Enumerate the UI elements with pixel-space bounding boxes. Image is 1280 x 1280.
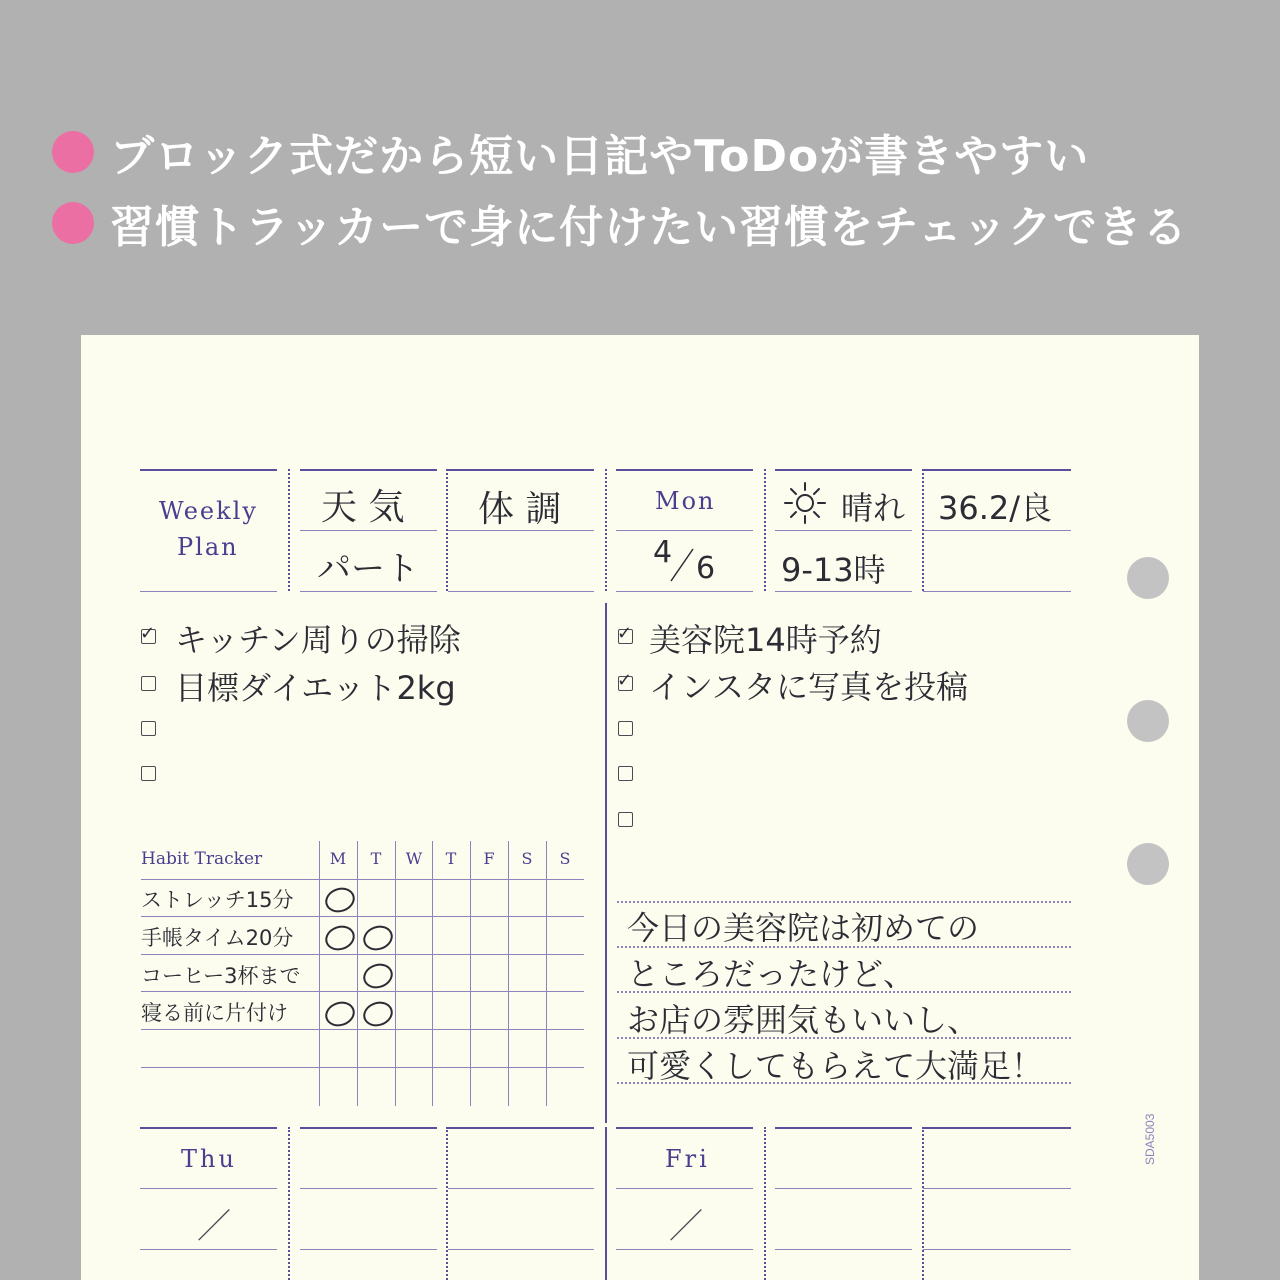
temperature-text: 36.2/良: [938, 489, 1053, 527]
bullet-dot: [52, 131, 94, 173]
habit-tracker-title: Habit Tracker: [141, 849, 263, 869]
tracker-day: S: [521, 849, 533, 868]
product-code: SDA5003: [1143, 1113, 1157, 1165]
checkmark-icon: ✓: [617, 670, 633, 691]
planner-page: [81, 335, 1199, 1280]
feature-text-1: ブロック式だから短い日記やToDoが書きやすい: [110, 131, 1090, 182]
work-hours: 9-13時: [781, 551, 886, 589]
habit-name: 寝る前に片付け: [141, 1001, 288, 1025]
todo-item: キッチン周りの掃除: [175, 621, 461, 659]
weekly-plan-subtitle: Plan: [177, 533, 239, 561]
date-day: 6: [696, 551, 716, 586]
todo-checkbox[interactable]: [618, 812, 633, 827]
date-slash: ／: [669, 1207, 703, 1247]
sun-icon: [781, 479, 829, 527]
tracker-day: F: [483, 849, 495, 868]
todo-item: インスタに写真を投稿: [649, 668, 969, 706]
tracker-day: S: [559, 849, 571, 868]
part-text: パート: [317, 549, 419, 589]
date-slash: [667, 545, 697, 585]
diary-line: ところだったけど、: [627, 955, 916, 993]
checkmark-icon: ✓: [617, 623, 633, 644]
day-of-week: Mon: [655, 487, 716, 515]
habit-name: ストレッチ15分: [141, 888, 294, 912]
todo-checkbox[interactable]: [141, 676, 156, 691]
bullet-dot: [52, 202, 94, 244]
todo-checkbox[interactable]: [618, 766, 633, 781]
todo-checkbox[interactable]: [141, 766, 156, 781]
feature-text-2: 習慣トラッカーで身に付けたい習慣をチェックできる: [110, 202, 1188, 253]
date-month: 4: [653, 535, 673, 570]
weather-label: 天 気: [321, 487, 405, 528]
date-slash: ／: [197, 1207, 231, 1247]
habit-done-mark[interactable]: [322, 922, 358, 954]
diary-line: 可愛くしてもらえて大満足！: [627, 1047, 1044, 1085]
habit-done-mark[interactable]: [322, 998, 358, 1030]
weather-text: 晴れ: [841, 489, 906, 527]
binder-hole: [1127, 557, 1169, 599]
habit-done-mark[interactable]: [360, 922, 396, 954]
binder-hole: [1127, 700, 1169, 742]
friday-label: Fri: [665, 1145, 710, 1173]
feature-line-2: [52, 191, 1188, 255]
habit-done-mark[interactable]: [360, 998, 396, 1030]
todo-checkbox[interactable]: [141, 721, 156, 736]
todo-checkbox[interactable]: [618, 721, 633, 736]
center-divider: [605, 603, 607, 1123]
checkmark-icon: ✓: [140, 623, 156, 644]
diary-line: 今日の美容院は初めての: [627, 909, 980, 947]
tracker-day: T: [370, 849, 382, 868]
thursday-label: Thu: [181, 1145, 237, 1173]
diary-line: お店の雰囲気もいいし、: [627, 1001, 980, 1039]
tracker-day: M: [329, 849, 347, 868]
todo-item: 目標ダイエット2kg: [175, 669, 456, 707]
feature-line-1: [52, 120, 1089, 184]
habit-name: 手帳タイム20分: [141, 926, 294, 950]
weekly-plan-title: Weekly: [159, 497, 258, 525]
habit-done-mark[interactable]: [360, 960, 396, 992]
tracker-day: T: [445, 849, 457, 868]
habit-done-mark[interactable]: [322, 884, 358, 916]
binder-hole: [1127, 843, 1169, 885]
condition-label: 体 調: [478, 489, 562, 530]
todo-item: 美容院14時予約: [649, 621, 882, 659]
habit-name: コーヒー3杯まで: [141, 964, 301, 988]
tracker-day: W: [405, 849, 423, 868]
